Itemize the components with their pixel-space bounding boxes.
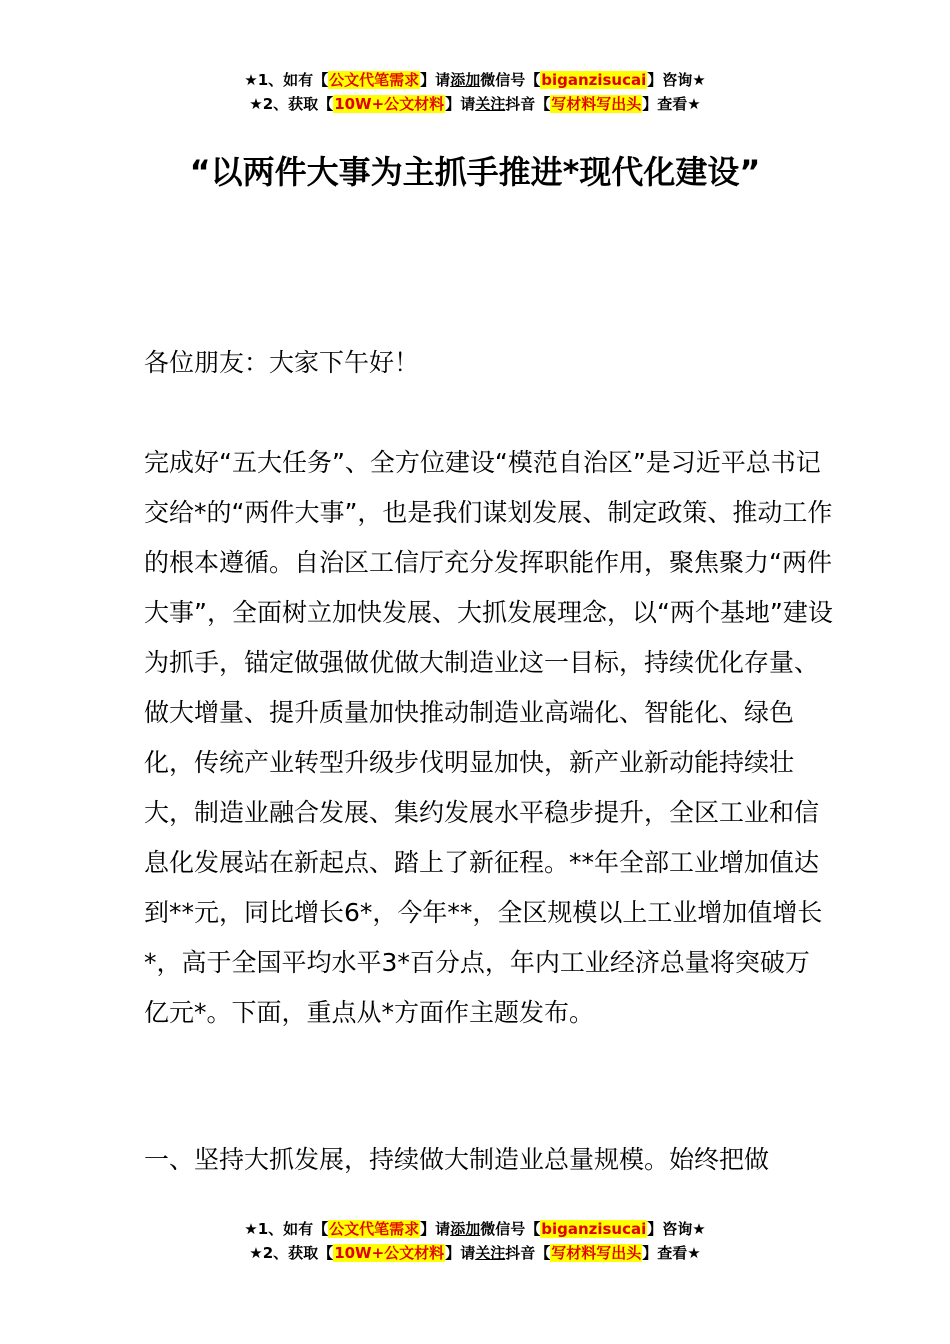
banner-text: ★1、如有【 bbox=[244, 1220, 329, 1238]
banner-line-1 bbox=[0, 1217, 950, 1241]
banner-text: 】请 bbox=[420, 71, 451, 89]
banner-text: 抖音【 bbox=[505, 1244, 551, 1262]
banner-highlight: 写材料写出头 bbox=[551, 95, 642, 113]
banner-highlight: biganzisucai bbox=[541, 71, 647, 89]
banner-text: 】咨询★ bbox=[647, 71, 706, 89]
banner-highlight: 公文代笔需求 bbox=[329, 71, 420, 89]
banner-text: 抖音【 bbox=[505, 95, 551, 113]
banner-text: ★1、如有【 bbox=[244, 71, 329, 89]
banner-text: ★2、获取【 bbox=[249, 95, 334, 113]
greeting-text: 各位朋友：大家下午好！ bbox=[144, 348, 420, 377]
banner-highlight: 写材料写出头 bbox=[551, 1244, 642, 1262]
paragraph-2-text: 一、坚持大抓发展，持续做大制造业总量规模。始终把做 bbox=[144, 1145, 770, 1174]
header-banner bbox=[0, 68, 950, 116]
banner-text: 】请 bbox=[420, 1220, 451, 1238]
paragraph-2 bbox=[144, 1135, 834, 1185]
banner-underlined: 关注 bbox=[475, 95, 506, 113]
footer-banner bbox=[0, 1217, 950, 1265]
document-title: “以两件大事为主抓手推进*现代化建设” bbox=[189, 153, 761, 191]
banner-line-2 bbox=[0, 92, 950, 116]
banner-text: 】查看★ bbox=[642, 95, 701, 113]
banner-underlined: 关注 bbox=[475, 1244, 506, 1262]
greeting bbox=[144, 338, 834, 388]
banner-text: 】咨询★ bbox=[647, 1220, 706, 1238]
banner-text: 微信号【 bbox=[480, 71, 541, 89]
banner-underlined: 添加 bbox=[450, 1220, 481, 1238]
banner-underlined: 添加 bbox=[450, 71, 481, 89]
banner-line-1 bbox=[0, 68, 950, 92]
banner-highlight: biganzisucai bbox=[541, 1220, 647, 1238]
paragraph-1 bbox=[144, 438, 834, 1038]
banner-highlight: 10W+公文材料 bbox=[334, 95, 445, 113]
banner-text: 】查看★ bbox=[642, 1244, 701, 1262]
banner-line-2 bbox=[0, 1241, 950, 1265]
banner-text: 】请 bbox=[445, 1244, 476, 1262]
banner-text: 微信号【 bbox=[480, 1220, 541, 1238]
banner-text: 】请 bbox=[445, 95, 476, 113]
banner-text: ★2、获取【 bbox=[249, 1244, 334, 1262]
banner-highlight: 公文代笔需求 bbox=[329, 1220, 420, 1238]
banner-highlight: 10W+公文材料 bbox=[334, 1244, 445, 1262]
paragraph-1-text: 完成好“五大任务”、全方位建设“模范自治区”是习近平总书记交给*的“两件大事”，也是我们谋划发展、制定政策、推动工作的根本遵循。自治区工信厅充分发挥职能作用，聚焦聚力“两件大事”，全面树立加快发展、大抓发展理念，以“两个基地”建设为抓手，锚定做强做优做大制造业这一目标，持续优化存量、做大增量、提升质量加快推动制造业高端化、智能化、绿色化，传统产业转型升级步伐明显加快，新产业新动能持续壮大，制造业融合发展、集约发展水平稳步提升，全区工业和信息化发展站在新起点、踏上了新征程。**年全部工业增加值达到**元，同比增长6*，今年**，全区规模以上工业增加值增长*，高于全国平均水平3*百分点，年内工业经济总量将突破万亿元*。下面，重点从*方面作主题发布。 bbox=[144, 448, 833, 1027]
